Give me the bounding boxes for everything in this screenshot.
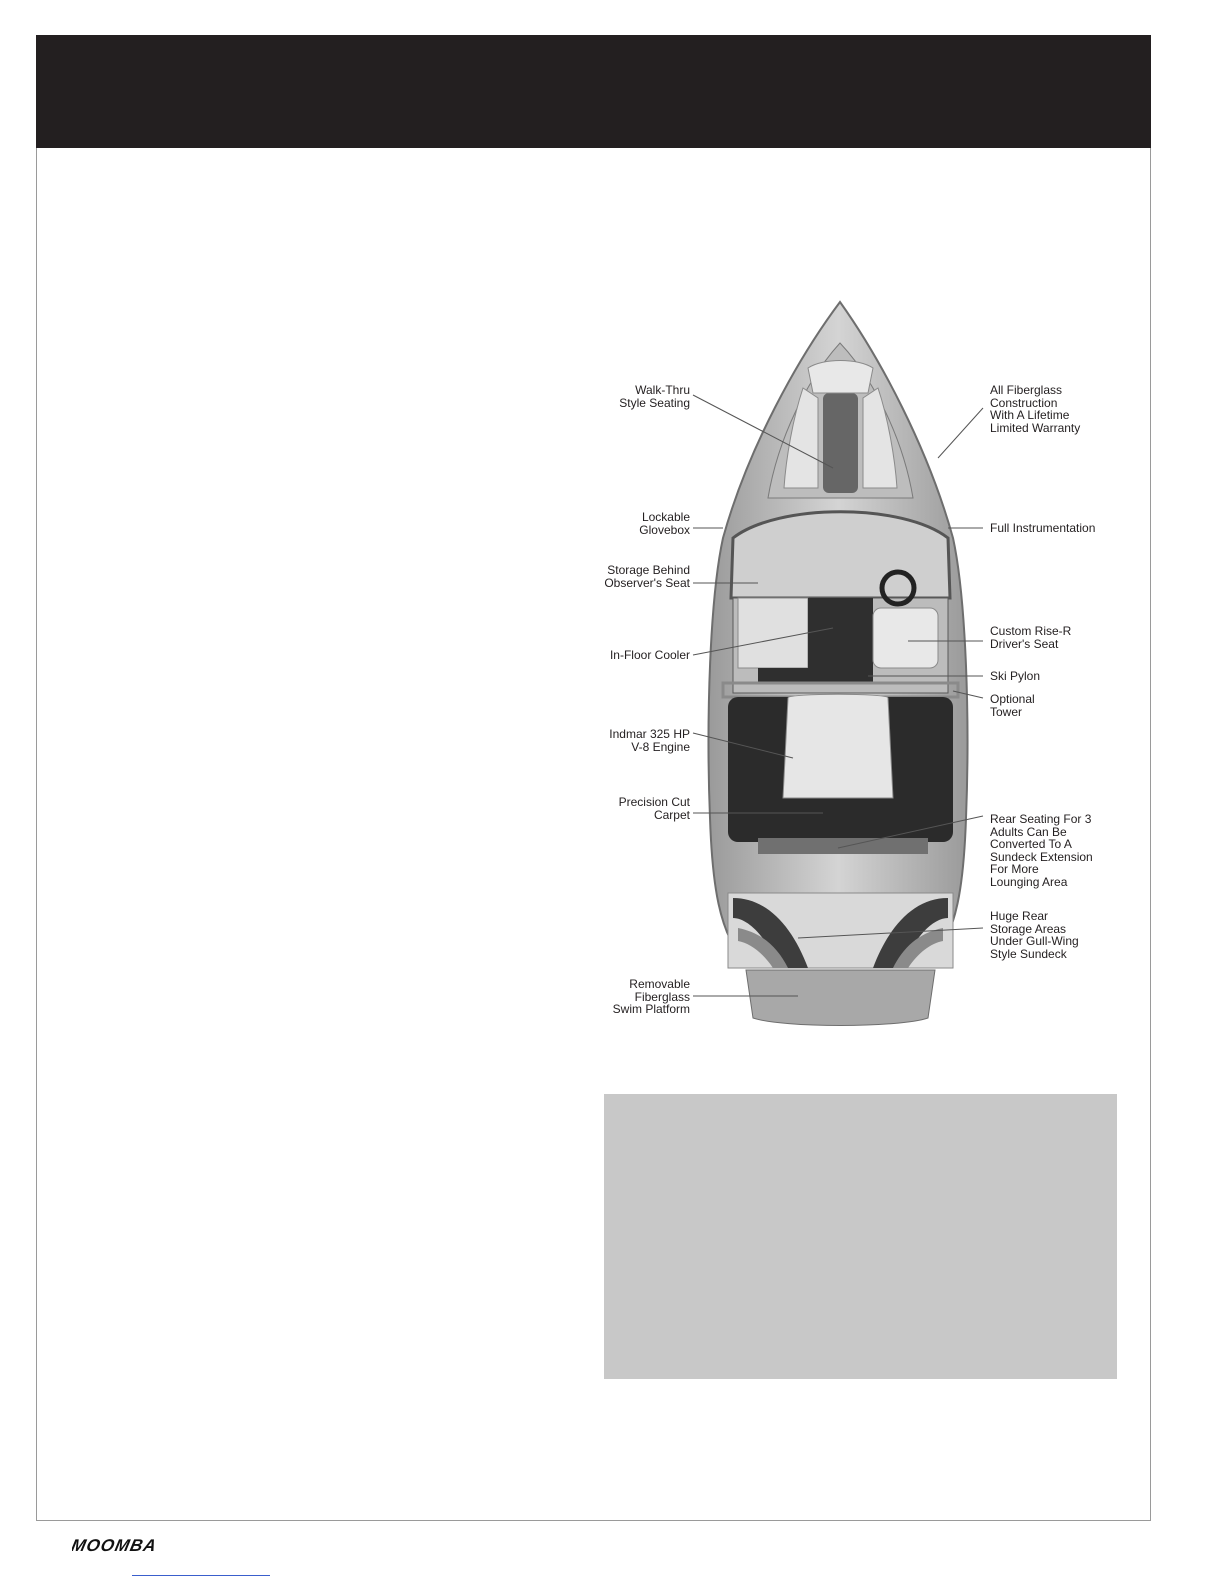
callout-line: Lockable — [641, 510, 690, 524]
callout-line: Swim Platform — [612, 1002, 690, 1016]
callout-swim-platform — [613, 978, 690, 1016]
callout-rear-storage — [990, 910, 1079, 960]
callout-optional-tower — [990, 693, 1035, 718]
callout-line: Removable — [629, 977, 690, 991]
callout-line: In-Floor Cooler — [609, 648, 690, 662]
callout-line: Indmar 325 HP — [609, 727, 690, 741]
callout-line: Construction — [990, 395, 1058, 410]
header-band — [36, 35, 1151, 148]
callout-carpet — [619, 796, 690, 821]
callout-line: Full Instrumentation — [990, 521, 1096, 535]
logo-wordmark — [72, 1534, 212, 1556]
callout-ski-pylon — [990, 670, 1040, 683]
callout-observer-storage — [604, 564, 690, 589]
callout-line: Observer's Seat — [604, 575, 690, 590]
callout-line: Carpet — [653, 807, 690, 822]
callout-line: Huge Rear — [990, 909, 1049, 923]
gray-panel — [604, 1094, 1117, 1379]
callout-full-instrumentation — [990, 522, 1095, 535]
callout-fiberglass-construction — [990, 384, 1080, 434]
callout-walk-thru-seating — [619, 384, 690, 409]
callout-line: V-8 Engine — [631, 739, 690, 754]
callout-line: Under Gull-Wing — [990, 934, 1079, 948]
callout-line: Fiberglass — [634, 989, 690, 1004]
callout-line: Optional — [990, 692, 1035, 706]
svg-text:MOOMBA: MOOMBA — [72, 1535, 160, 1555]
callout-in-floor-cooler — [610, 649, 690, 662]
callout-line: All Fiberglass — [990, 383, 1063, 397]
callout-line: With A Lifetime — [990, 408, 1070, 422]
moomba-logo — [72, 1534, 212, 1561]
callout-line: Driver's Seat — [990, 636, 1059, 651]
callout-line: Storage Behind — [607, 563, 690, 577]
boat-layout-diagram — [598, 298, 1128, 1058]
callout-line: Storage Areas — [990, 921, 1067, 936]
callout-line: Converted To A — [990, 837, 1072, 851]
callout-line: Style Sundeck — [990, 946, 1067, 961]
callout-engine — [609, 728, 690, 753]
callout-line: Ski Pylon — [990, 669, 1041, 683]
callout-rear-seating — [990, 813, 1093, 888]
callout-line: Tower — [990, 704, 1023, 719]
callout-line: Rear Seating For 3 — [990, 812, 1092, 826]
footer-underline-link[interactable] — [132, 1575, 270, 1576]
callout-line: Glovebox — [639, 522, 690, 537]
callout-line: For More — [990, 862, 1039, 876]
callout-line: Lounging Area — [990, 874, 1068, 889]
callout-line: Sundeck Extension — [990, 849, 1093, 864]
callout-lockable-glovebox — [639, 511, 690, 536]
callout-drivers-seat — [990, 625, 1071, 650]
callout-line: Precision Cut — [618, 795, 690, 809]
callout-line: Adults Can Be — [990, 824, 1067, 839]
callout-line: Limited Warranty — [990, 420, 1081, 435]
callout-line: Custom Rise-R — [990, 624, 1072, 638]
callout-line: Style Seating — [619, 395, 690, 410]
callout-line: Walk-Thru — [635, 383, 690, 397]
